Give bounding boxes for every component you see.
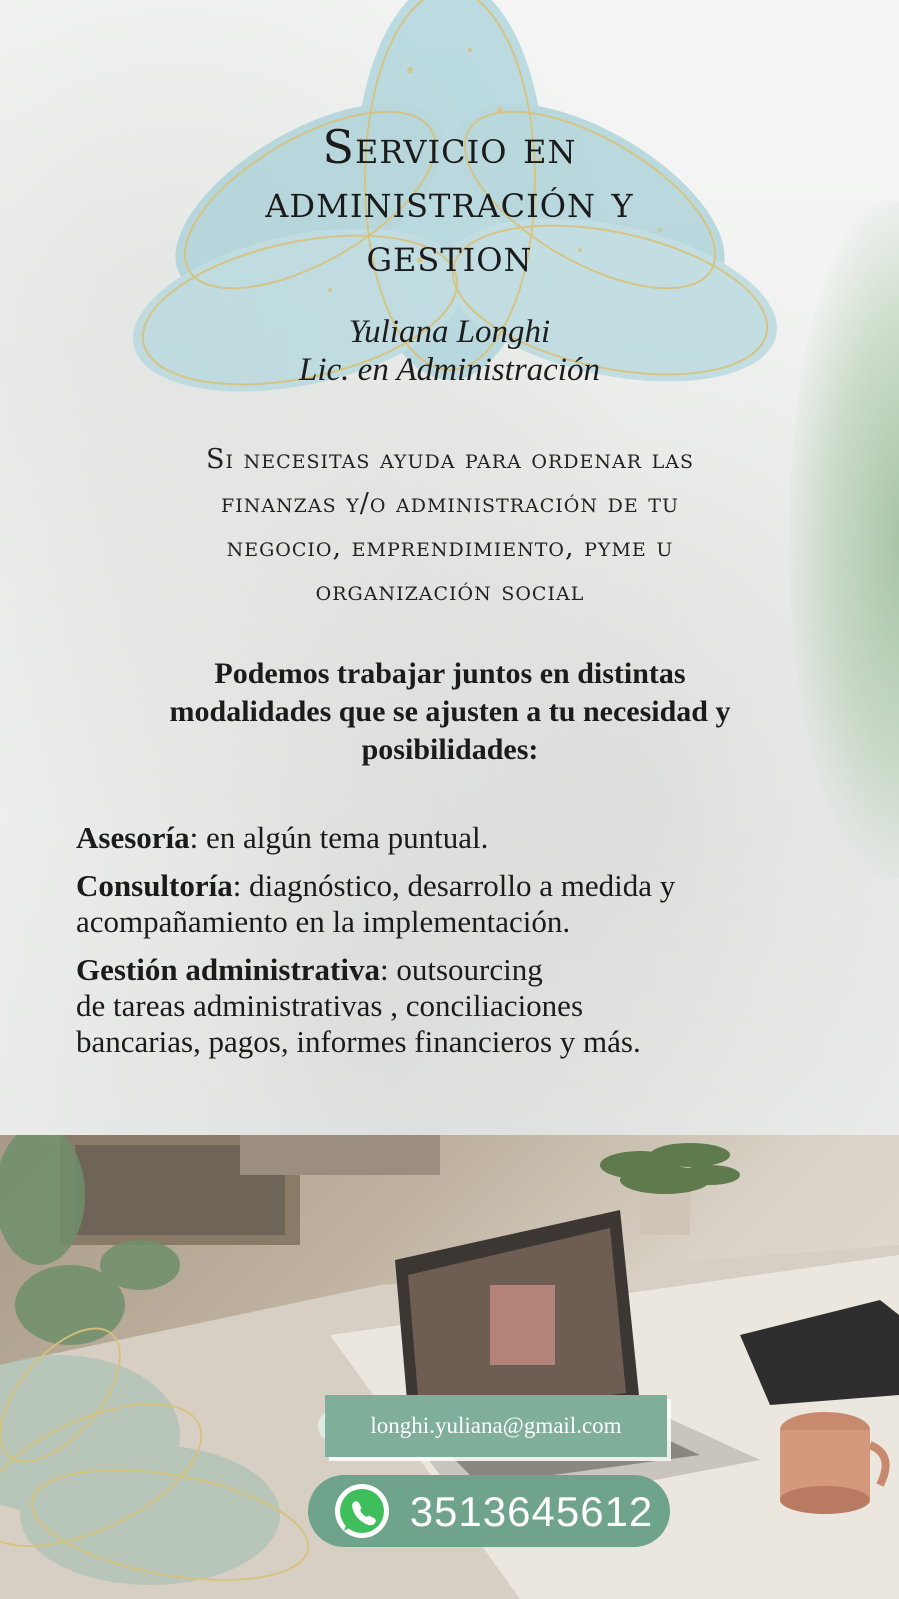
service-item-asesoria [76,820,876,856]
service-name: Asesoría [76,820,190,855]
page-title [0,120,899,282]
intro-text [60,438,840,614]
service-desc: acompañamiento en la implementación. [76,904,571,939]
service-item-gestion [76,952,876,1060]
service-name: Gestión administrativa [76,952,380,987]
modalities-line: Podemos trabajar juntos en distintas [214,657,686,690]
service-line [76,952,876,988]
title-line: administración y [265,174,634,228]
title-line: gestion [366,228,533,282]
email-contact[interactable] [325,1395,667,1457]
whatsapp-icon[interactable] [332,1481,392,1541]
service-desc: bancarias, pagos, informes financieros y más. [76,1024,641,1059]
service-desc: : en algún tema puntual. [189,820,489,855]
phone-number[interactable]: 3513645612 [409,1488,654,1535]
service-item-consultoria [76,868,876,940]
intro-line: finanzas y/o administración de tu [221,488,679,519]
title-line: Servicio en [322,120,577,174]
service-name: Consultoría [76,868,233,903]
intro-line: negocio, emprendimiento, pyme u [226,532,674,563]
phone-number-box[interactable] [405,1483,658,1541]
intro-line: Si necesitas ayuda para ordenar las [206,444,694,475]
intro-line: organización social [315,576,585,607]
author-block [0,313,899,389]
services-list [76,820,876,1072]
modalities-heading [50,655,850,769]
service-line [76,868,876,904]
author-name: Yuliana Longhi [348,314,551,350]
modalities-line: posibilidades: [361,733,539,766]
email-text[interactable]: longhi.yuliana@gmail.com [370,1413,622,1438]
service-desc: : diagnóstico, desarrollo a medida y [232,868,676,903]
service-desc: de tareas administrativas , conciliaciones [76,988,584,1023]
service-desc: : outsourcing [379,952,543,987]
author-degree: Lic. en Administración [299,352,600,388]
modalities-line: modalidades que se ajusten a tu necesidad y [169,695,731,728]
service-line [76,820,876,856]
